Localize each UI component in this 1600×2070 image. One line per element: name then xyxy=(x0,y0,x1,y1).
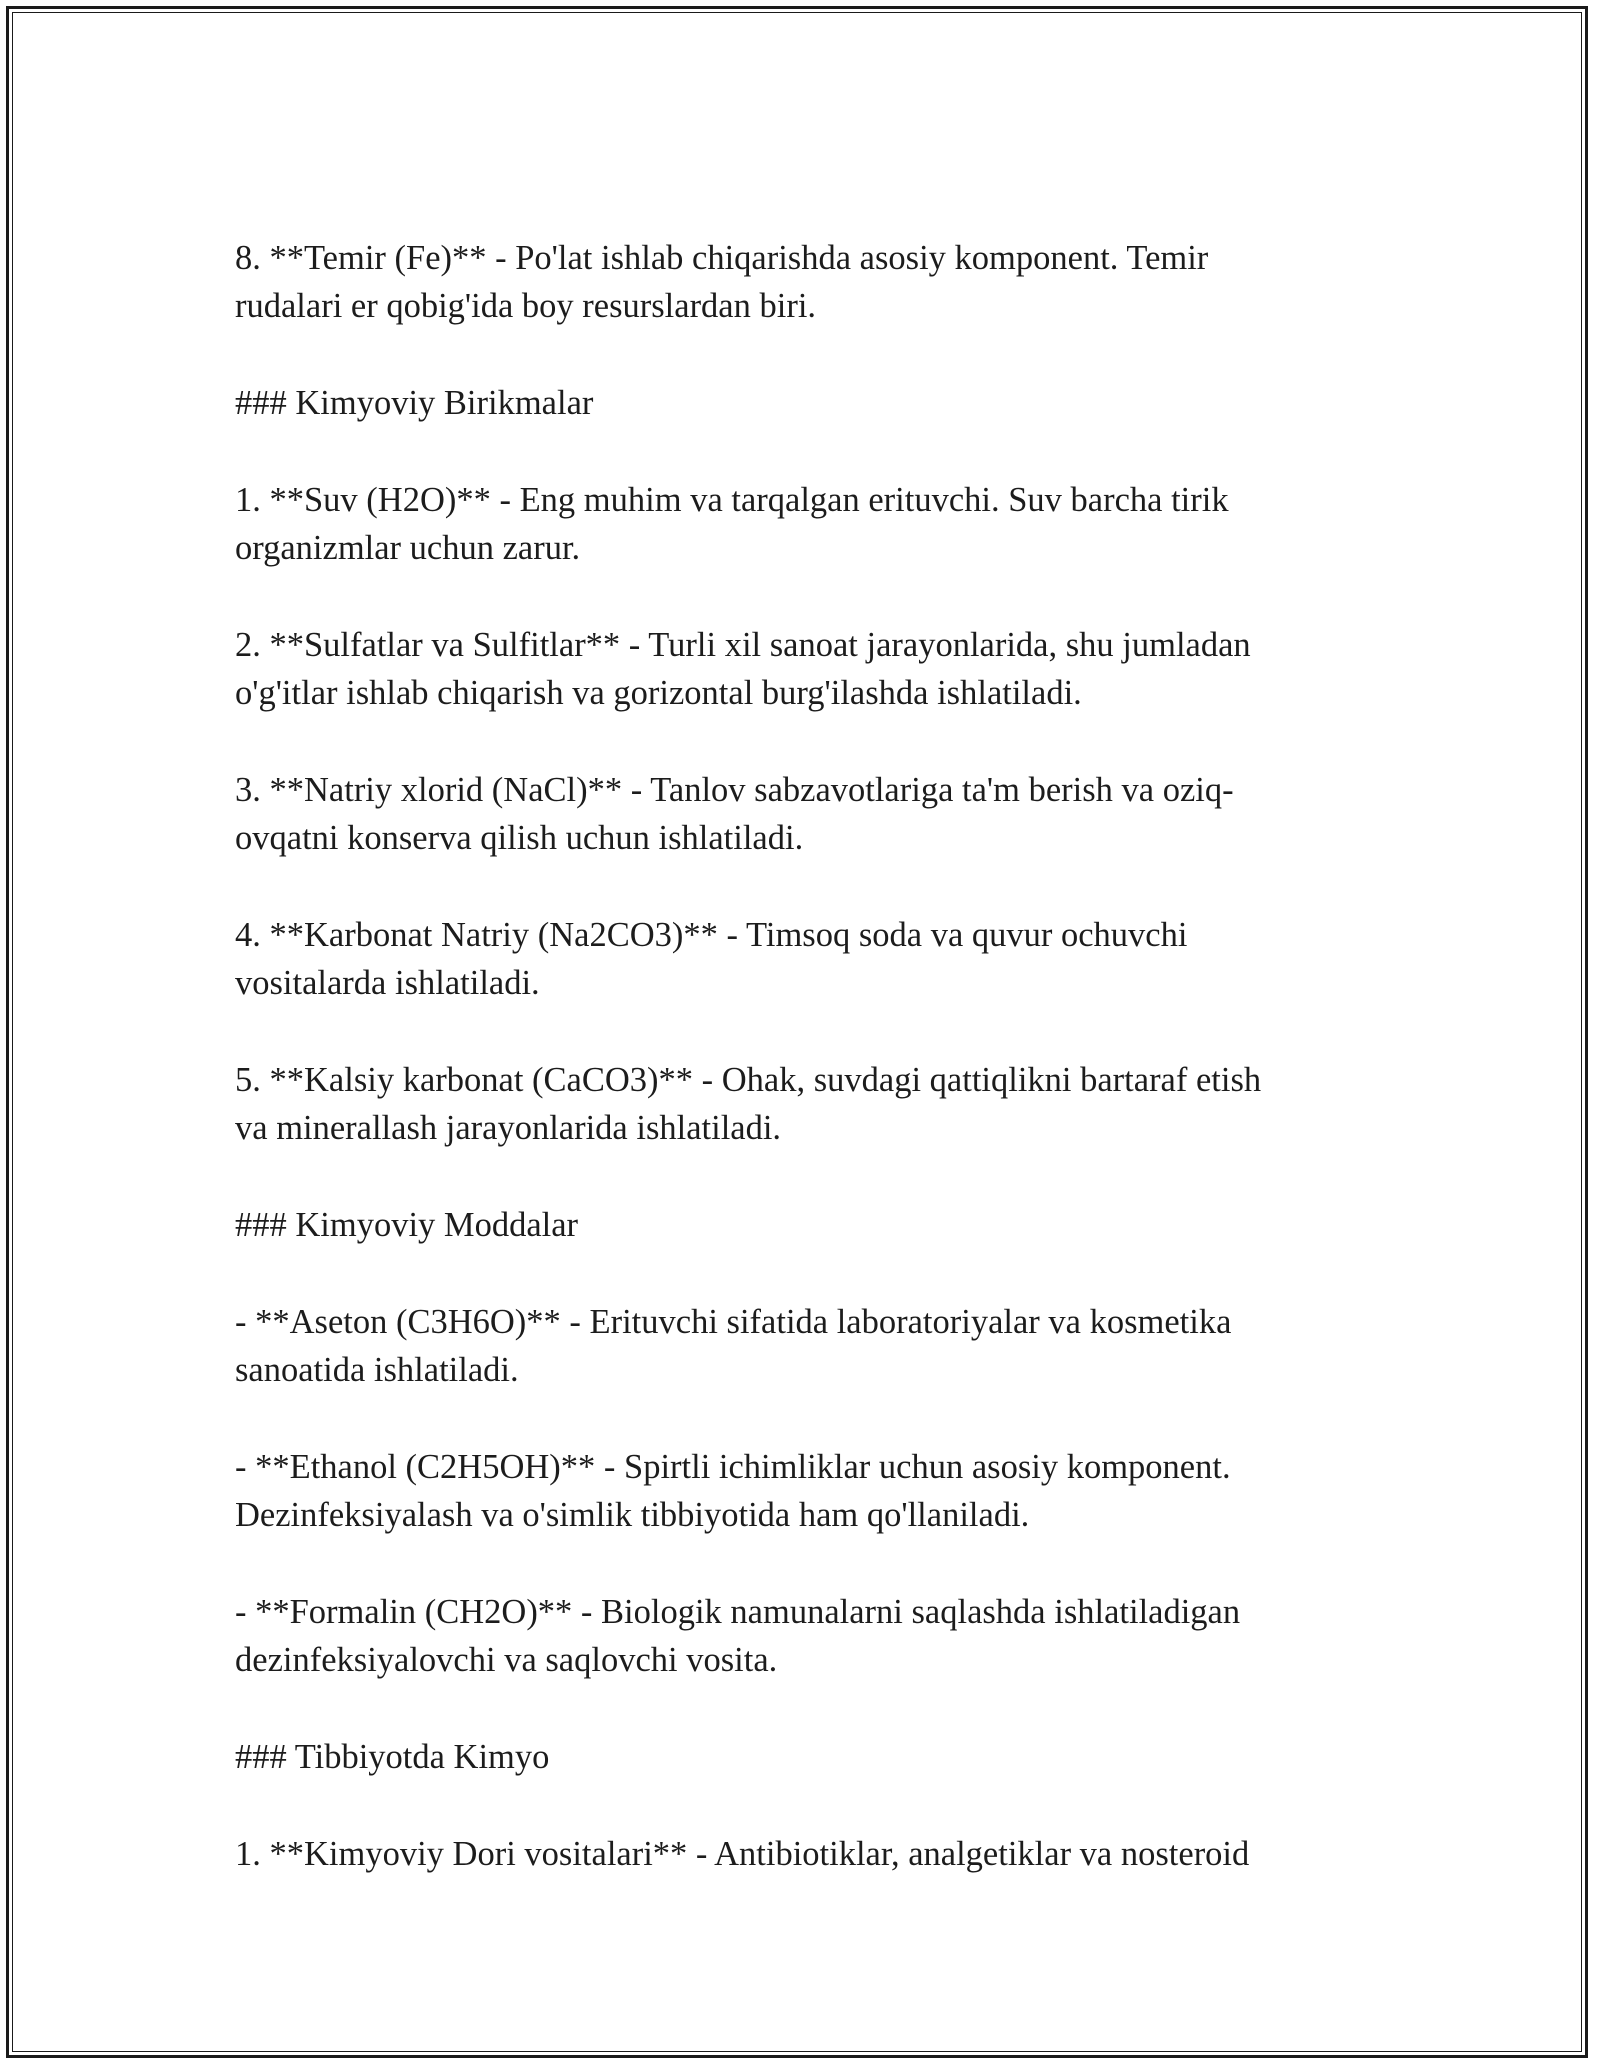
text-line: sanoatida ishlatiladi. xyxy=(235,1351,519,1389)
paragraph-temir xyxy=(235,234,1365,330)
text-line: - **Formalin (CH2O)** - Biologik namunalarni saqlashda ishlatiladigan xyxy=(235,1593,1241,1631)
paragraph-karbonat-natriy xyxy=(235,911,1365,1007)
text-line: organizmlar uchun zarur. xyxy=(235,529,581,567)
heading-tibbiyotda-kimyo xyxy=(235,1733,1365,1781)
text-line: 3. **Natriy xlorid (NaCl)** - Tanlov sabzavotlariga ta'm berish va oziq- xyxy=(235,771,1234,809)
text-line: va minerallash jarayonlarida ishlatiladi. xyxy=(235,1109,782,1147)
text-line: ovqatni konserva qilish uchun ishlatiladi. xyxy=(235,819,804,857)
text-line: - **Aseton (C3H6O)** - Erituvchi sifatida laboratoriyalar va kosmetika xyxy=(235,1303,1232,1341)
text-line: dezinfeksiyalovchi va saqlovchi vosita. xyxy=(235,1641,778,1679)
paragraph-natriy-xlorid xyxy=(235,766,1365,862)
text-line: 2. **Sulfatlar va Sulfitlar** - Turli xil sanoat jarayonlarida, shu jumladan xyxy=(235,626,1251,664)
text-line: 4. **Karbonat Natriy (Na2CO3)** - Timsoq soda va quvur ochuvchi xyxy=(235,916,1188,954)
paragraph-suv xyxy=(235,476,1365,572)
heading-text: ### Kimyoviy Moddalar xyxy=(235,1206,579,1244)
text-line: Dezinfeksiyalash va o'simlik tibbiyotida ham qo'llaniladi. xyxy=(235,1496,1030,1534)
text-line: 1. **Suv (H2O)** - Eng muhim va tarqalgan erituvchi. Suv barcha tirik xyxy=(235,481,1229,519)
heading-text: ### Kimyoviy Birikmalar xyxy=(235,384,594,422)
heading-kimyoviy-moddalar xyxy=(235,1201,1365,1249)
text-line: - **Ethanol (C2H5OH)** - Spirtli ichimliklar uchun asosiy komponent. xyxy=(235,1448,1231,1486)
heading-text: ### Tibbiyotda Kimyo xyxy=(235,1738,550,1776)
paragraph-kalsiy-karbonat xyxy=(235,1056,1365,1152)
document-body xyxy=(235,234,1365,1927)
paragraph-formalin xyxy=(235,1588,1365,1684)
text-line: vositalarda ishlatiladi. xyxy=(235,964,540,1002)
heading-kimyoviy-birikmalar xyxy=(235,379,1365,427)
paragraph-dori-vositalari xyxy=(235,1830,1365,1878)
paragraph-sulfatlar xyxy=(235,621,1365,717)
text-line: o'g'itlar ishlab chiqarish va gorizontal burg'ilashda ishlatiladi. xyxy=(235,674,1082,712)
text-line: 1. **Kimyoviy Dori vositalari** - Antibiotiklar, analgetiklar va nosteroid xyxy=(235,1835,1250,1873)
paragraph-ethanol xyxy=(235,1443,1365,1539)
text-line: 5. **Kalsiy karbonat (CaCO3)** - Ohak, suvdagi qattiqlikni bartaraf etish xyxy=(235,1061,1262,1099)
paragraph-aseton xyxy=(235,1298,1365,1394)
text-line: rudalari er qobig'ida boy resurslardan biri. xyxy=(235,287,817,325)
text-line: 8. **Temir (Fe)** - Po'lat ishlab chiqarishda asosiy komponent. Temir xyxy=(235,239,1209,277)
